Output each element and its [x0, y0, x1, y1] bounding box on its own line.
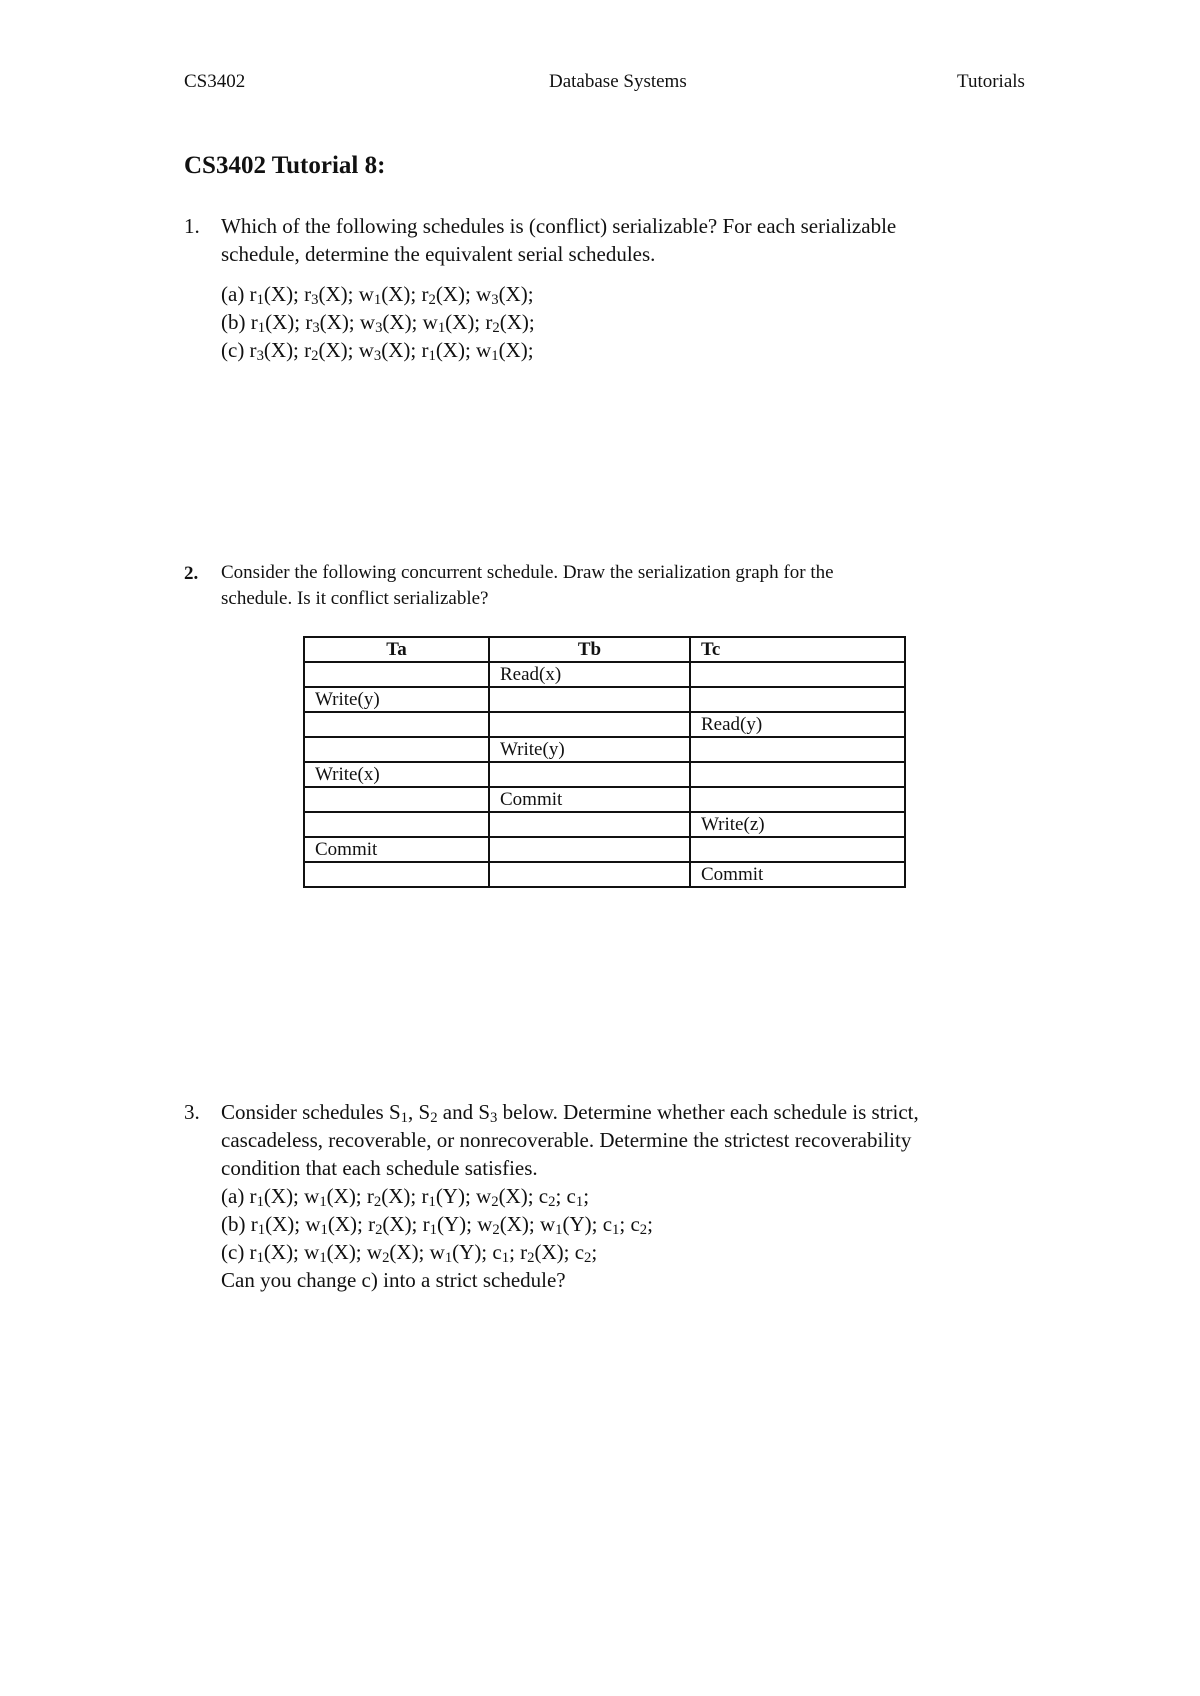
q3-schedule-c: (c) $r_1(X)$; $w_1(X)$; $w_2(X)$; $w_1(Y)$; $c_1$; $r_2(X)$; $c_2$; — [221, 1240, 598, 1266]
table-row — [304, 837, 905, 862]
q2-line: Consider the following concurrent schedule. Draw the serialization graph for the — [221, 562, 834, 583]
q3-number: 3. — [184, 1100, 200, 1124]
table-cell-tc: Write(z) — [690, 812, 905, 837]
q3-text — [221, 1098, 1041, 1294]
q1-line: Which of the following schedules is (conflict) serializable? For each serializable — [221, 214, 897, 238]
table-cell-tb — [489, 862, 690, 887]
table-row — [304, 812, 905, 837]
table-cell-tc — [690, 737, 905, 762]
table-cell-tb — [489, 687, 690, 712]
table-cell-tc — [690, 662, 905, 687]
q3-schedule-a: (a) $r_1(X)$; $w_1(X)$; $r_2(X)$; $r_1(Y)$; $w_2(X)$; $c_2$; $c_1$; — [221, 1184, 590, 1210]
table-cell-ta — [304, 662, 489, 687]
table-row — [304, 687, 905, 712]
table-cell-ta: Write(y) — [304, 687, 489, 712]
table-cell-ta — [304, 712, 489, 737]
header-course-title: Database Systems — [549, 71, 687, 92]
q1-text — [221, 212, 1041, 268]
q1-schedule-c: (c) $r_3(X)$; $r_2(X)$; $w_3(X)$; $r_1(X)$; $w_1(X)$; — [221, 338, 534, 364]
table-cell-ta: Commit — [304, 837, 489, 862]
table-cell-tb: Commit — [489, 787, 690, 812]
table-cell-tc — [690, 762, 905, 787]
table-cell-ta: Write(x) — [304, 762, 489, 787]
column-header-ta: Ta — [304, 637, 489, 662]
table-cell-ta — [304, 812, 489, 837]
table-cell-tb — [489, 712, 690, 737]
table-cell-tc — [690, 687, 905, 712]
table-header-row — [304, 637, 905, 662]
table-row — [304, 762, 905, 787]
column-header-tc: Tc — [690, 637, 905, 662]
q2-line: schedule. Is it conflict serializable? — [221, 588, 489, 609]
q1-schedule-a: (a) $r_1(X)$; $r_3(X)$; $w_1(X)$; $r_2(X)$; $w_3(X)$; — [221, 282, 534, 308]
q3-line: Consider schedules $S_1$, $S_2$ and $S_3$ below. Determine whether each schedule is strict, — [221, 1100, 919, 1126]
table-row — [304, 862, 905, 887]
table-row — [304, 737, 905, 762]
schedule-table-body — [304, 662, 905, 887]
table-cell-ta — [304, 862, 489, 887]
q1-schedules — [221, 280, 1041, 364]
table-cell-tc: Commit — [690, 862, 905, 887]
q3-schedule-b: (b) $r_1(X)$; $w_1(X)$; $r_2(X)$; $r_1(Y)$; $w_2(X)$; $w_1(Y)$; $c_1$; $c_2$; — [221, 1212, 653, 1238]
table-cell-tb — [489, 812, 690, 837]
schedule-table — [303, 636, 906, 888]
table-row — [304, 712, 905, 737]
table-cell-tc: Read(y) — [690, 712, 905, 737]
q1-number: 1. — [184, 214, 200, 238]
q2-number: 2. — [184, 563, 199, 584]
q3-line: condition that each schedule satisfies. — [221, 1156, 538, 1180]
table-row — [304, 662, 905, 687]
table-cell-tb — [489, 837, 690, 862]
table-row — [304, 787, 905, 812]
header-section: Tutorials — [957, 71, 1025, 92]
q3-line: cascadeless, recoverable, or nonrecoverable. Determine the strictest recoverability — [221, 1128, 912, 1152]
q3-closing-question: Can you change c) into a strict schedule? — [221, 1268, 566, 1292]
q2-text — [221, 560, 1041, 612]
q1-schedule-b: (b) $r_1(X)$; $r_3(X)$; $w_3(X)$; $w_1(X)$; $r_2(X)$; — [221, 310, 535, 336]
page-title: CS3402 Tutorial 8: — [184, 152, 386, 179]
header-course-code: CS3402 — [184, 71, 246, 92]
table-cell-ta — [304, 737, 489, 762]
table-cell-ta — [304, 787, 489, 812]
column-header-tb: Tb — [489, 637, 690, 662]
table-cell-tb — [489, 762, 690, 787]
table-cell-tc — [690, 787, 905, 812]
table-cell-tb: Write(y) — [489, 737, 690, 762]
q1-line: schedule, determine the equivalent serial schedules. — [221, 242, 656, 266]
table-cell-tb: Read(x) — [489, 662, 690, 687]
table-cell-tc — [690, 837, 905, 862]
